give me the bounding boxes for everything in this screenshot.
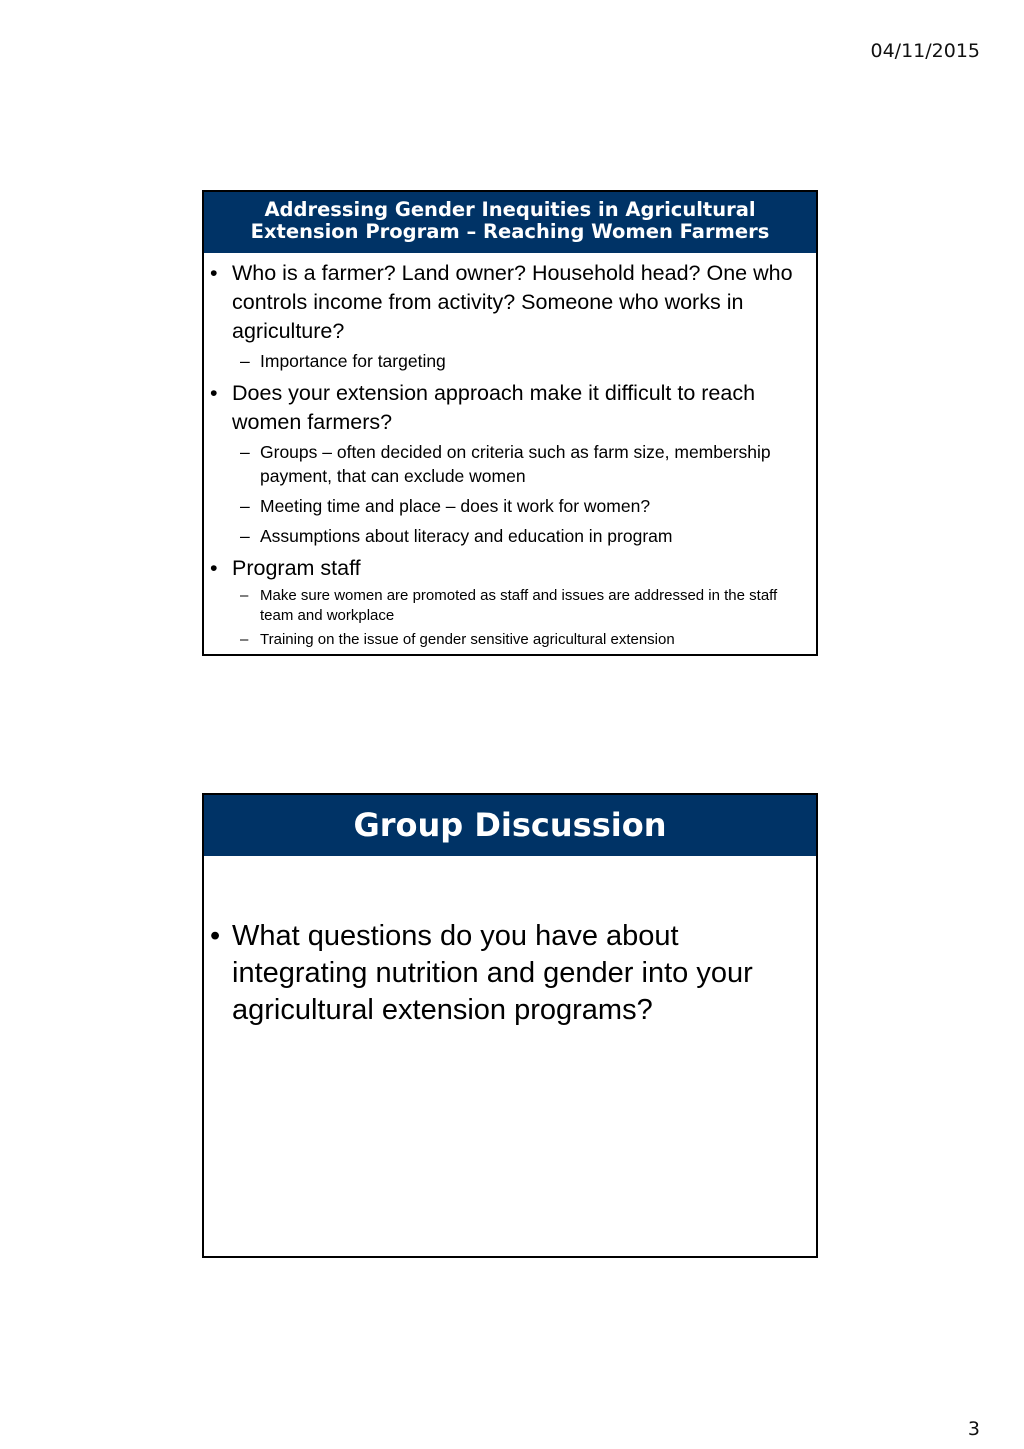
sub-bullet-item — [204, 630, 806, 650]
slide-reaching-women-farmers — [202, 190, 818, 656]
sub-bullet-item — [204, 524, 806, 548]
bullet-icon: • — [210, 920, 221, 952]
bullet-text: What questions do you have about integrating nutrition and gender into your agricultural extension programs? — [232, 920, 753, 1026]
dash-icon: – — [240, 587, 249, 604]
bullet-icon: • — [210, 261, 218, 285]
bullet-item — [204, 554, 806, 583]
sub-bullet-item — [204, 586, 806, 626]
bullet-item — [204, 379, 806, 437]
bullet-text: Does your extension approach make it difficult to reach women farmers? — [232, 381, 756, 434]
slide-title-line-2: Extension Program – Reaching Women Farmers — [250, 220, 770, 243]
dash-icon: – — [240, 631, 249, 648]
slide-content — [204, 253, 816, 650]
sub-bullet-text: Groups – often decided on criteria such as farm size, membership payment, that can exclude women — [260, 442, 771, 486]
bullet-item — [204, 259, 806, 346]
bullet-icon: • — [210, 381, 218, 405]
slide-group-discussion — [202, 793, 818, 1258]
slide-title: Group Discussion — [204, 795, 816, 856]
bullet-text: Program staff — [232, 556, 361, 580]
sub-bullet-text: Meeting time and place – does it work for women? — [260, 496, 651, 516]
sub-bullet-item — [204, 494, 806, 518]
slide-content — [204, 856, 816, 1029]
bullet-text: Who is a farmer? Land owner? Household head? One who controls income from activity? Someone who works in agriculture? — [232, 261, 793, 343]
sub-bullet-item — [204, 440, 806, 488]
dash-icon: – — [240, 496, 250, 516]
page-number: 3 — [967, 1418, 980, 1440]
page-date: 04/11/2015 — [870, 40, 980, 62]
sub-bullet-text: Assumptions about literacy and education in program — [260, 526, 673, 546]
bullet-icon: • — [210, 556, 218, 580]
dash-icon: – — [240, 526, 250, 546]
dash-icon: – — [240, 442, 250, 462]
sub-bullet-text: Make sure women are promoted as staff and issues are addressed in the staff team and workplace — [260, 587, 778, 624]
slide-title-line-1: Addressing Gender Inequities in Agricultural — [264, 198, 756, 221]
bullet-item — [204, 918, 806, 1029]
sub-bullet-text: Training on the issue of gender sensitive agricultural extension — [260, 631, 675, 648]
sub-bullet-text: Importance for targeting — [260, 351, 446, 371]
dash-icon: – — [240, 351, 250, 371]
sub-bullet-item — [204, 349, 806, 373]
slide-title — [204, 192, 816, 253]
